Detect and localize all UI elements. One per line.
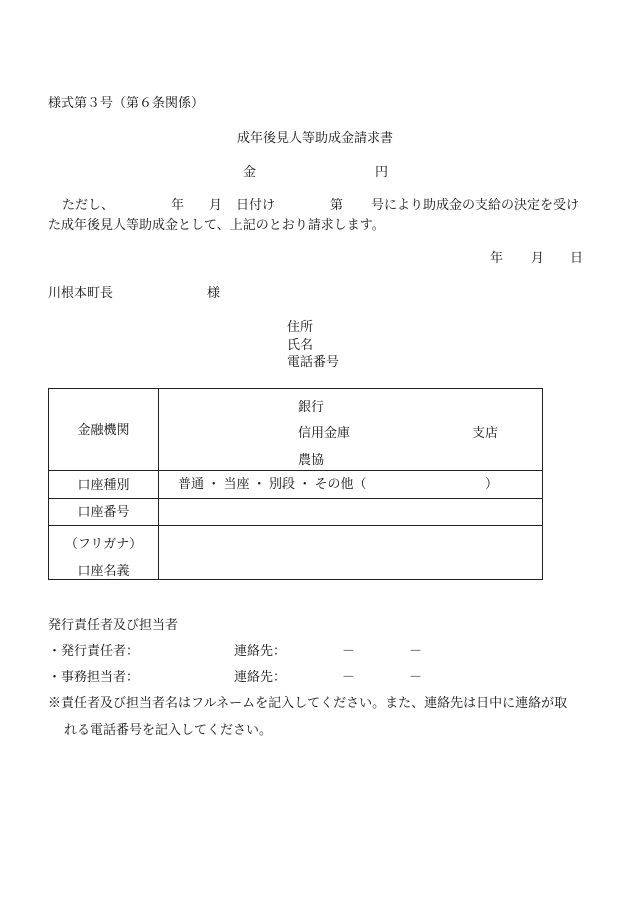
account-number-cell — [159, 499, 542, 525]
table-row-institution — [49, 389, 542, 471]
name-label: 氏名 — [287, 337, 314, 352]
institution-type-credit-union: 信用金庫 — [298, 425, 351, 440]
amount-suffix: 円 — [375, 164, 389, 179]
form-number: 様式第３号（第６条関係） — [48, 95, 205, 110]
account-type-cell — [159, 471, 542, 498]
addressee-name: 川根本町長 — [48, 285, 114, 300]
body-number-prefix: 第 — [330, 197, 344, 212]
body-line-2: た成年後見人等助成金として、上記のとおり請求します。 — [48, 217, 385, 232]
amount-prefix: 金 — [243, 164, 257, 179]
address-label: 住所 — [287, 319, 314, 334]
body-intro: ただし、 — [62, 197, 115, 212]
table-row-account-type — [49, 471, 542, 499]
date-day: 日 — [570, 250, 584, 265]
addressee-honorific: 様 — [207, 285, 221, 300]
contact-separator: － — [342, 643, 356, 658]
note-line-1: ※責任者及び担当者名はフルネームを記入してください。また、連絡先は日中に連絡が取 — [48, 695, 568, 710]
contact-role: ・事務担当者： — [48, 669, 140, 684]
date-month: 月 — [531, 250, 545, 265]
body-day: 日付け — [236, 197, 276, 212]
institution-cell — [159, 389, 542, 470]
contact-role: ・発行責任者： — [48, 643, 140, 658]
contact-label: 連絡先： — [234, 669, 287, 684]
table-row-account-holder — [49, 526, 542, 579]
account-holder-label: 口座名義 — [77, 563, 130, 578]
body-month: 月 — [209, 197, 223, 212]
account-type-label: 口座種別 — [49, 471, 159, 498]
bank-account-table — [48, 388, 543, 580]
institution-type-bank: 銀行 — [298, 399, 325, 414]
institution-type-agricultural-coop: 農協 — [298, 452, 325, 467]
account-holder-label-cell — [49, 526, 159, 579]
account-type-close: ） — [485, 476, 499, 491]
page-title: 成年後見人等助成金請求書 — [237, 130, 394, 145]
account-type-options: 普通 ・ 当座 ・ 別段 ・ その他（ — [178, 476, 367, 491]
date-year: 年 — [490, 250, 504, 265]
contact-label: 連絡先： — [234, 643, 287, 658]
phone-label: 電話番号 — [287, 354, 340, 369]
contact-separator: － — [409, 669, 423, 684]
account-number-label: 口座番号 — [49, 499, 159, 525]
contact-separator: － — [409, 643, 423, 658]
furigana-label: （フリガナ） — [64, 536, 143, 551]
account-holder-cell — [159, 526, 542, 579]
contact-separator: － — [342, 669, 356, 684]
contacts-heading: 発行責任者及び担当者 — [48, 617, 179, 632]
body-number-suffix: 号により助成金の支給の決定を受け — [371, 197, 580, 212]
branch-label: 支店 — [472, 425, 499, 440]
table-row-account-number — [49, 499, 542, 526]
body-year: 年 — [171, 197, 185, 212]
note-line-2: れる電話番号を記入してください。 — [64, 722, 273, 737]
institution-label: 金融機関 — [49, 389, 159, 470]
